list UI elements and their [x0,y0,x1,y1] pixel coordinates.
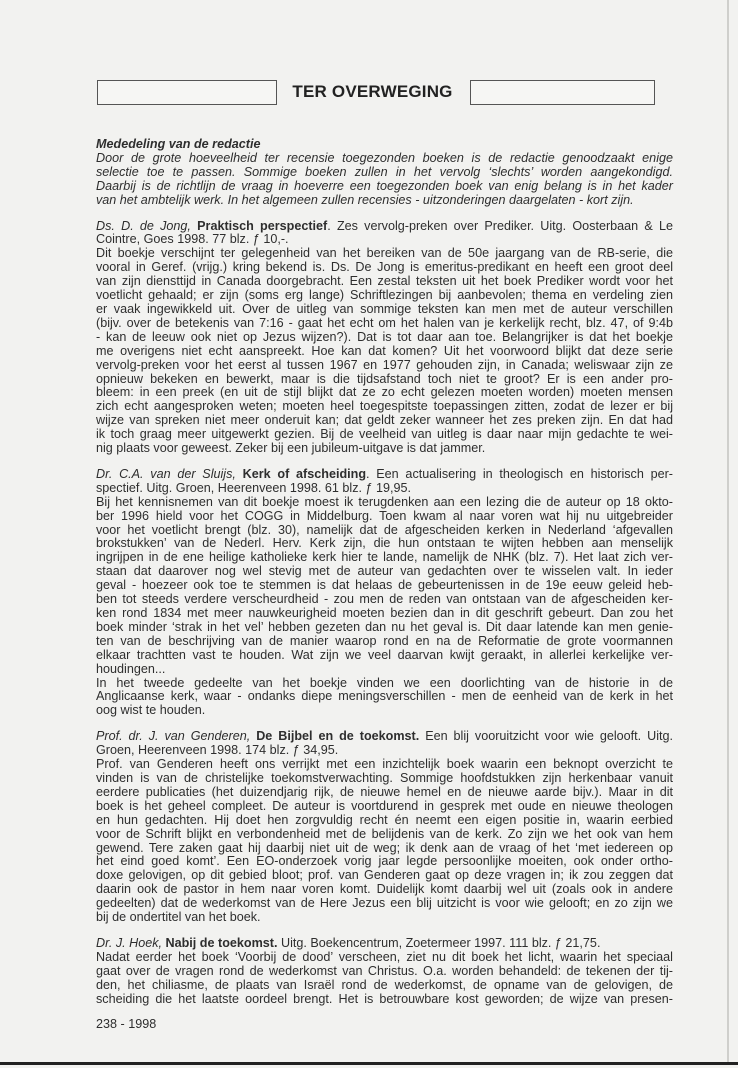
book-title: Nabij de toekomst. [165,935,278,950]
publication-details: Een blij vooruitzicht voor wie gelooft. Uitg. [419,729,673,744]
text-line: boek minder ‘strak in het vel’ hebben gezeten dan nu het geval is. Dit daar latende kan men genie- [96,619,673,634]
review-paragraph [96,496,673,677]
text-line: elkaar trachtten vast te houden. Wat zijn we veel daarvan kwijt geraakt, in allerlei kerkelijke ver- [96,647,673,662]
text-line: nig plaats voor geweest. Zeker bij een jubileum-uitgave is dat jammer. [96,441,486,456]
text-line: Daarbij is de richtlijn de vraag in hoeverre een toegezonden boek van enig belang is in het kader [96,178,673,193]
text-line: bij de ondertitel van het boek. [96,910,261,925]
text-line: bleem: in een preek (en uit de stijl blijkt dat ze zo echt gelezen moeten worden) moeten mensen [96,385,673,400]
text-line: - kan de leeuw ook niet op Jezus wijzen?). Dat is tot daar aan toe. Belangrijker is dat het boekje [96,329,673,344]
review-paragraph [96,677,673,719]
text-line: Nadat eerder het boek ‘Voorbij de dood’ verscheen, ziet nu dit boek het licht, waarin het speciaal [96,949,673,964]
publication-details: Cointre, Goes 1998. 77 blz. ƒ 10,-. [96,232,289,247]
text-line: het eind goed komt’. Een EO-onderzoek vorig jaar legde persoonlijke moeiten, ook onder ortho- [96,854,673,869]
text-line: doxe gelovigen, op dit gebied bloot; prof. van Genderen gaat op deze vragen in; ik zou zeggen dat [96,868,673,883]
book-title: Kerk of afscheiding [242,466,367,481]
text-line: voor het voetlicht brengt (blz. 30), namelijk dat de afgescheiden kerken in Nederland ‘afgevallen [96,522,673,537]
review-list [96,220,673,1007]
review-heading [96,220,673,234]
review-heading [96,468,673,482]
text-line: ben tot steeds verdere verscheurdheid - zou men de reden van ontstaan van de afgescheiden ker- [96,592,673,607]
text-line: In het tweede gedeelte van het boekje vinden we een doorlichting van de historie in de [96,675,673,690]
review-author: Dr. J. Hoek, [96,935,163,950]
book-title: Praktisch perspectief [197,218,328,233]
text-line: wijze van spreken niet meer onderuit kan; dat geldt zeker wanneer het zes preken zijn. En dat had [96,413,673,428]
page-edge-bottom [0,1062,738,1065]
text-line: en hun gedachten. Hij doet hen zorgvuldig recht én neemt een eigen positie in, waarin eerbied [96,812,673,827]
text-line: oog wist te houden. [96,703,206,718]
page-number: 238 - 1998 [96,1017,157,1031]
text-line: gedeelten) dat de wederkomst van de Here Jezus een blij uitzicht is voor wie gelooft; en zo zijn we [96,896,673,911]
publication-details: . Een actualisering in theologisch en historisch per- [366,466,673,481]
text-line: Door de grote hoeveelheid ter recensie toegezonden boeken is de redactie genoodzaakt enige [96,150,673,165]
text-line: geval - hoezeer ook toe te stemmen is dat helaas de gebeurtenissen in de 19e eeuw geleid heb- [96,578,673,593]
publication-details: . Zes vervolg-preken over Prediker. Uitg. Oosterbaan & Le [327,218,673,233]
book-review [96,730,673,925]
text-line: selectie toe te passen. Sommige boeken zullen in het vervolg ‘slechts’ worden aangekondigd. [96,164,673,179]
text-line: gewend. Tere zaken gaat hij daarbij niet uit de weg; ik denk aan de vraag of het ‘met iedereen op [96,840,673,855]
text-line: vooral in Geref. (vrijg.) kring bekend is. Ds. De Jong is emeritus-predikant en heeft een groot deel [96,260,673,275]
text-line: Anglicaanse kerk, waar - ondanks diepe meningsverschillen - men de eenheid van de kerk in het [96,689,673,704]
text-line: den, het chiliasme, de plaats van Israël rond de wederkomst, de opname van de gelovigen, de [96,977,673,992]
text-line: ingrijpen in de ene heilige katholieke kerk hier te lande, namelijk de NHK (blz. 7). Het laat zich ver- [96,550,673,565]
page-edge-right [727,0,729,1062]
text-line: (bijv. over de betekenis van 7:16 - gaat het echt om het halen van je kerkelijk recht, blz. 47, of 9:4b [96,315,673,330]
text-line: scheiding die het laatste oordeel brengt. Het is betrouwbare kost geworden; de wijze van presen- [96,991,673,1006]
review-paragraph [96,758,673,925]
text-line: van het ambtelijk werk. In het algemeen zullen recensies - uitzonderingen daargelaten - kort zijn. [96,192,634,207]
text-line: ber 1996 hield voor het COGG in Middelburg. Toen kwam al naar voren wat hij nu uitgebreider [96,508,673,523]
book-review [96,468,673,718]
header-box-right [470,80,655,105]
review-paragraph [96,951,673,1007]
section-title: TER OVERWEGING [292,82,453,101]
text-line: Prof. van Genderen heeft ons verrijkt met een inzichtelijk boek waarin een beknopt overzicht te [96,757,673,772]
text-line: ken rond 1834 met meer nauwkeurigheid moeten bezien dan in dit geschrift gebeurt. Dan zou het [96,606,673,620]
book-review [96,220,673,456]
text-line: ik toch graag meer uitgewerkt gezien. Bij de veelheid van uitleg is daar naar mijn gedachte te wei- [96,427,673,442]
review-author: Dr. C.A. van der Sluijs, [96,466,236,481]
text-line: eerdere publicaties (het duizendjarig rijk, de nieuwe hemel en de nieuwe aarde bijv.). Maar in dit [96,784,673,799]
text-line: Dit boekje verschijnt ter gelegenheid van het bereiken van de 50e jaargang van de RB-serie, die [96,246,673,261]
book-title: De Bijbel en de toekomst. [256,729,420,744]
text-line: me overigens niet echt aanspreekt. Hoe kan dat komen? Uit het voorwoord blijkt dat deze serie [96,343,673,358]
text-line: vinden is van de christelijke toekomstverwachting. Sommige hoofdstukken zijn herkenbaar vanuit [96,770,673,785]
text-line: staan dat daarover nog wel stevig met de auteur van gedachten over te wisselen valt. In ieder [96,564,673,579]
publication-details: Uitg. Boekencentrum, Zoetermeer 1997. 111 blz. ƒ 21,75. [277,935,601,950]
text-line: voetlicht gehaald; er zijn (soms erg lange) Schriftlezingen bij aanbevolen; thema en verdeling zien [96,288,673,303]
publication-details: spectief. Uitg. Groen, Heerenveen 1998. 61 blz. ƒ 19,95. [96,480,412,495]
text-line: van zijn diensttijd in Canada doorgebracht. Een zestal teksten uit het boek Prediker wordt voor het [96,274,673,289]
notice-heading: Mededeling van de redactie [96,137,261,151]
text-line: opnieuw bekeken en bewerkt, maar is die tijdsafstand toch niet te groot? Er is een ander pro- [96,371,673,386]
text-line: ten van de beschrijving van de manier waarop rond en na de Reformatie de grote voormannen [96,633,673,648]
review-paragraph [96,247,673,456]
text-line: houdingen... [96,661,166,676]
text-line: Bij het kennisnemen van dit boekje moest ik terugdenken aan een lezing die de auteur op 18 okto- [96,494,673,509]
text-line: zich echt aangesproken weten; moeten heel toegespitste toepassingen zitten, zodat de lezer er bij [96,399,673,414]
publication-details: Groen, Heerenveen 1998. 174 blz. ƒ 34,95. [96,743,339,758]
text-line: voor de Schrift blijkt en verbondenheid met de belijdenis van de kerk. Zo zijn we het ook van hem [96,826,673,841]
review-heading [96,730,673,744]
text-line: er vaak ingewikkeld uit. Over de uitleg van sommige teksten kan men met de auteur verschillen [96,301,673,316]
article-body [96,138,673,1006]
notice-text [96,152,673,208]
text-line: daarin ook de pastor in hem naar voren komt. Duidelijk komt daarbij wel uit (zoals ook in andere [96,882,673,897]
editorial-notice [96,138,673,208]
review-heading [96,937,673,951]
text-line: boek is het geheel compleet. De auteur is voortdurend in gesprek met oude en nieuwe theologen [96,798,673,813]
text-line: brokstukken’ van de Nederl. Herv. Kerk zijn, die hun ontstaan te wijten hebben aan menselijk [96,536,673,551]
review-author: Prof. dr. J. van Genderen, [96,729,251,744]
text-line: gaat over de vragen rond de wederkomst van Christus. O.a. worden behandeld: de tekenen der tij- [96,963,673,978]
book-review [96,937,673,1007]
text-line: vervolg-preken voor het eerst al tussen 1967 en 1977 gehouden zijn, in Canada; weliswaar zijn ze [96,357,673,372]
header-box-left [97,80,277,105]
review-author: Ds. D. de Jong, [96,218,191,233]
